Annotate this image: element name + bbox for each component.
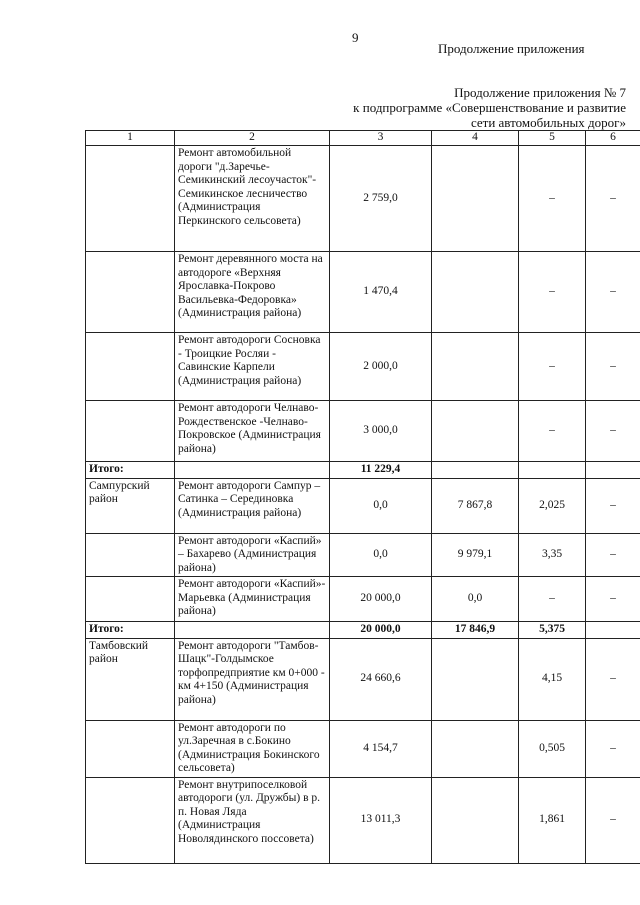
amount-cell <box>432 252 519 333</box>
length-cell: 0,505 <box>519 720 586 777</box>
empty-cell <box>175 462 330 479</box>
district-name: Тамбовский район <box>86 638 175 720</box>
amount-cell: 0,0 <box>432 577 519 622</box>
total-label: Итого: <box>86 622 175 639</box>
amount-cell <box>432 401 519 462</box>
amount-cell <box>432 638 519 720</box>
col6-cell: – <box>586 401 640 462</box>
empty-cell <box>175 622 330 639</box>
amount-cell <box>432 720 519 777</box>
table-row <box>86 777 640 863</box>
amount-cell: 4 154,7 <box>330 720 432 777</box>
col6-cell: – <box>586 478 640 533</box>
appendix-header-line1: Продолжение приложения № 7 <box>454 85 626 100</box>
table-row <box>86 401 640 462</box>
district-name <box>86 146 175 252</box>
road-work-description: Ремонт автодороги «Каспий»- Марьевка (Администрация района) <box>175 577 330 622</box>
total-value <box>432 462 519 479</box>
total-value <box>586 622 640 639</box>
road-work-description: Ремонт автодороги "Тамбов-Шацк"-Голдымское торфопредприятие км 0+000 - км 4+150 (Администрация района) <box>175 638 330 720</box>
length-cell: – <box>519 146 586 252</box>
column-header: 6 <box>586 131 640 146</box>
district-name <box>86 401 175 462</box>
amount-cell: 1 470,4 <box>330 252 432 333</box>
road-work-description: Ремонт внутрипоселковой автодороги (ул. Дружбы) в р. п. Новая Ляда (Администрация Новолядинского поссовета) <box>175 777 330 863</box>
length-cell: 4,15 <box>519 638 586 720</box>
district-name <box>86 252 175 333</box>
total-value: 20 000,0 <box>330 622 432 639</box>
total-value: 17 846,9 <box>432 622 519 639</box>
table-row <box>86 252 640 333</box>
amount-cell <box>432 777 519 863</box>
col6-cell: – <box>586 333 640 401</box>
district-name <box>86 720 175 777</box>
total-label: Итого: <box>86 462 175 479</box>
length-cell: – <box>519 401 586 462</box>
district-name <box>86 533 175 577</box>
amount-cell <box>432 146 519 252</box>
road-work-description: Ремонт автодороги Челнаво- Рождественское -Челнаво-Покровское (Администрация района) <box>175 401 330 462</box>
amount-cell: 0,0 <box>330 533 432 577</box>
road-work-description: Ремонт автодороги Сампур – Сатинка – Серединовка (Администрация района) <box>175 478 330 533</box>
length-cell: – <box>519 252 586 333</box>
total-value: 11 229,4 <box>330 462 432 479</box>
column-header: 3 <box>330 131 432 146</box>
appendix-header-line3: сети автомобильных дорог» <box>470 115 626 130</box>
length-cell: – <box>519 333 586 401</box>
table-row <box>86 146 640 252</box>
appendix-header-line2: к подпрограмме «Совершенствование и развитие <box>353 100 626 115</box>
table-row <box>86 478 640 533</box>
road-work-description: Ремонт автодороги по ул.Заречная в с.Бокино (Администрация Бокинского сельсовета) <box>175 720 330 777</box>
amount-cell: 24 660,6 <box>330 638 432 720</box>
amount-cell: 9 979,1 <box>432 533 519 577</box>
district-name <box>86 777 175 863</box>
col6-cell: – <box>586 146 640 252</box>
table-row <box>86 533 640 577</box>
road-work-description: Ремонт автодороги Сосновка - Троицкие Росляи - Савинские Карпели (Администрация района) <box>175 333 330 401</box>
road-work-description: Ремонт автомобильной дороги "д.Заречье-Семикинский лесоучасток"-Семикинское лесничество (Администрация Перкинского сельсовета) <box>175 146 330 252</box>
total-value <box>586 462 640 479</box>
district-name: Сампурский район <box>86 478 175 533</box>
length-cell: – <box>519 577 586 622</box>
total-value <box>519 462 586 479</box>
amount-cell: 13 011,3 <box>330 777 432 863</box>
col6-cell: – <box>586 720 640 777</box>
total-row <box>86 622 640 639</box>
total-row <box>86 462 640 479</box>
col6-cell: – <box>586 638 640 720</box>
amount-cell: 7 867,8 <box>432 478 519 533</box>
column-header: 2 <box>175 131 330 146</box>
column-header: 4 <box>432 131 519 146</box>
road-work-description: Ремонт деревянного моста на автодороге «Верхняя Ярославка-Покрово Васильевка-Федоровка» (Администрация района) <box>175 252 330 333</box>
district-name <box>86 577 175 622</box>
col6-cell: – <box>586 252 640 333</box>
column-header: 5 <box>519 131 586 146</box>
col6-cell: – <box>586 777 640 863</box>
district-name <box>86 333 175 401</box>
amount-cell: 0,0 <box>330 478 432 533</box>
table-row <box>86 638 640 720</box>
table-header-row <box>86 131 640 146</box>
total-value: 5,375 <box>519 622 586 639</box>
col6-cell: – <box>586 533 640 577</box>
col6-cell: – <box>586 577 640 622</box>
amount-cell <box>432 333 519 401</box>
length-cell: 1,861 <box>519 777 586 863</box>
table-row <box>86 720 640 777</box>
table-row <box>86 577 640 622</box>
table-row <box>86 333 640 401</box>
amount-cell: 20 000,0 <box>330 577 432 622</box>
appendix-header <box>353 85 626 130</box>
roads-table <box>85 130 640 864</box>
amount-cell: 2 759,0 <box>330 146 432 252</box>
amount-cell: 2 000,0 <box>330 333 432 401</box>
length-cell: 2,025 <box>519 478 586 533</box>
amount-cell: 3 000,0 <box>330 401 432 462</box>
road-work-description: Ремонт автодороги «Каспий» – Бахарево (Администрация района) <box>175 533 330 577</box>
page-number: 9 <box>352 30 359 45</box>
continuation-label: Продолжение приложения <box>438 41 585 56</box>
length-cell: 3,35 <box>519 533 586 577</box>
column-header: 1 <box>86 131 175 146</box>
